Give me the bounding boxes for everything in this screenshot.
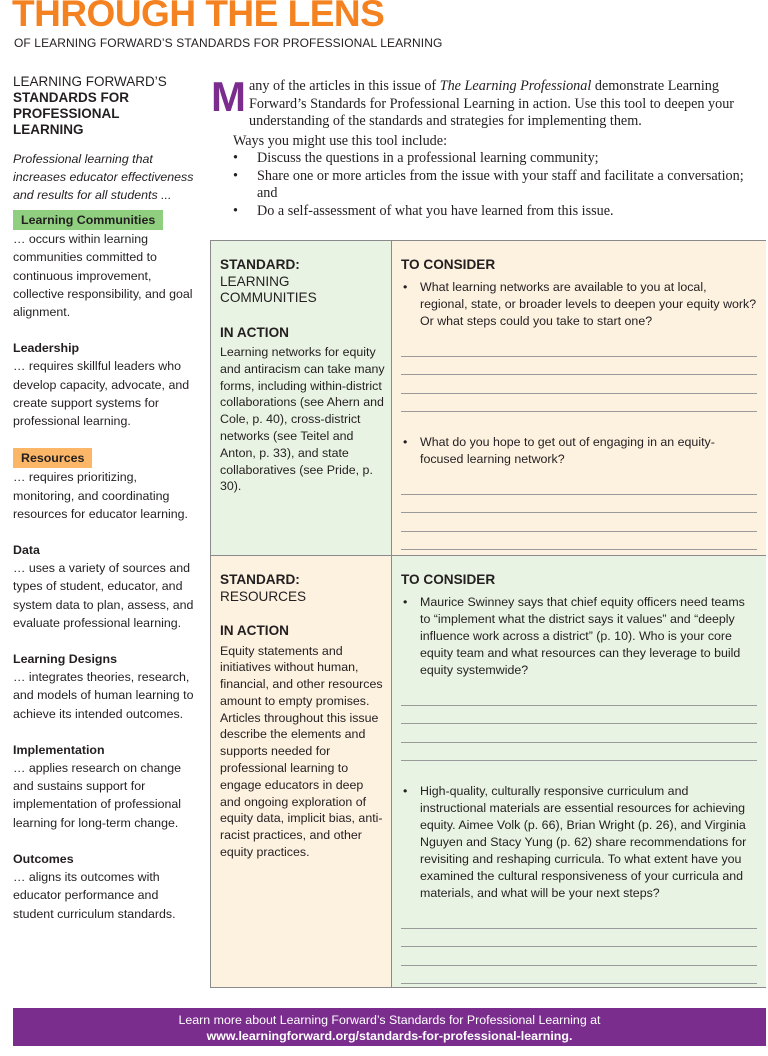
consider-question: • What do you hope to get out of engaging in an equity-focused learning network? (401, 434, 757, 468)
answer-line[interactable] (401, 532, 757, 551)
standard-desc-resources: … requires prioritizing, monitoring, and coordinating resources for educator learning. (13, 470, 188, 521)
intro-bullet-list (211, 150, 757, 220)
answer-line[interactable] (401, 375, 757, 394)
consider-cell-learning-communities (392, 241, 766, 556)
standard-label-data: Data (13, 543, 40, 558)
standard-name-line1: RESOURCES (220, 588, 307, 604)
standard-cell-learning-communities (211, 241, 392, 556)
intro-paragraph (211, 73, 757, 131)
to-consider-label: TO CONSIDER (401, 257, 496, 272)
standard-label-resources: Resources (13, 448, 92, 468)
drop-cap: M (211, 73, 246, 120)
consider-cell-resources (392, 556, 766, 987)
answer-lines[interactable] (401, 338, 757, 412)
answer-line[interactable] (401, 338, 757, 357)
answer-lines[interactable] (401, 687, 757, 761)
standard-name-line1: LEARNING (220, 273, 290, 289)
standard-desc-learning-communities: … occurs within learning communities committed to continuous improvement, collective responsibility, and goal alignment. (13, 232, 193, 320)
answer-line[interactable] (401, 513, 757, 532)
intro-ways: Ways you might use this tool include: (233, 132, 448, 149)
in-action-text: Learning networks for equity and antiracism can take many forms, including within-district collaborations (see Ahern and Cole, p. 40), cross-district networks (see Teitel and Anton, p. 33), and state collaboratives (see Pride, p. 30). (220, 345, 385, 494)
intro-text (211, 73, 757, 220)
standard-desc-leadership: … requires skillful leaders who develop capacity, advocate, and create support systems for professional learning. (13, 359, 190, 429)
standard-label-implementation: Implementation (13, 742, 105, 757)
to-consider-label: TO CONSIDER (401, 572, 496, 587)
answer-lines[interactable] (401, 910, 757, 984)
in-action-label: IN ACTION (220, 623, 289, 638)
page-title: THROUGH THE LENS (12, 0, 385, 34)
consider-question: • What learning networks are available to you at local, regional, state, or broader levels to deepen your equity work? Or what steps could you take to start one? (401, 279, 757, 330)
standard-desc-data: … uses a variety of sources and types of student, educator, and system data to plan, assess, and evaluate professional learning. (13, 561, 194, 630)
standard-desc-implementation: … applies research on change and sustains support for implementation of professional learning for long-term change. (13, 761, 182, 830)
list-item: • Share one or more articles from the issue with your staff and facilitate a conversation; and (233, 168, 757, 203)
answer-lines[interactable] (401, 476, 757, 550)
standard-cell-resources (211, 556, 392, 987)
standard-label-leadership: Leadership (13, 341, 80, 356)
page-subtitle: OF LEARNING FORWARD’S STANDARDS FOR PROFESSIONAL LEARNING (14, 36, 443, 50)
standards-grid (210, 240, 766, 988)
answer-line[interactable] (401, 947, 757, 966)
standard-name-line2: COMMUNITIES (220, 290, 317, 305)
sidebar-heading-line1: STANDARDS FOR (13, 90, 129, 105)
footer-banner (13, 1008, 766, 1046)
standard-label: STANDARD: (220, 257, 300, 272)
in-action-text: Equity statements and initiatives without human, financial, and other resources amount to empty promises. Articles throughout this issue describe the elements and supports needed for professional learning to engage educators in deep and ongoing exploration of equity data, implicit bias, anti-racist practices, and other equity practices. (220, 643, 383, 860)
sidebar-heading-line3: LEARNING (13, 122, 84, 137)
answer-line[interactable] (401, 394, 757, 413)
intro-lead: any of the articles in this issue of (249, 78, 440, 94)
standard-desc-learning-designs: … integrates theories, research, and models of human learning to achieve its intended outcomes. (13, 670, 194, 721)
list-item: • Do a self-assessment of what you have learned from this issue. (233, 203, 757, 221)
standard-label-learning-designs: Learning Designs (13, 652, 117, 667)
list-item: • Discuss the questions in a professional learning community; (233, 150, 757, 168)
consider-question: • High-quality, culturally responsive curriculum and instructional materials are essential resources for achieving equity. Aimee Volk (p. 66), Brian Wright (p. 26), and Virginia Nguyen and Stacy Yung (p. 62) share recommendations for revisiting and reshaping curricula. To what extent have you examined the cultural responsiveness of your curricula and materials, and what will be your next steps? (401, 783, 757, 902)
answer-line[interactable] (401, 476, 757, 495)
sidebar-tagline: Professional learning that increases educator effectiveness and results for all students ... (13, 152, 194, 202)
publication-title: The Learning Professional (439, 78, 592, 94)
answer-line[interactable] (401, 929, 757, 948)
standard-label-outcomes: Outcomes (13, 851, 74, 866)
consider-question: • Maurice Swinney says that chief equity officers need teams to “implement what the district says it values” and “deeply influence work across a district” (p. 10). Who is your core equity team and what resources can they leverage to build equity systemwide? (401, 594, 757, 679)
answer-line[interactable] (401, 706, 757, 725)
answer-line[interactable] (401, 495, 757, 514)
in-action-label: IN ACTION (220, 324, 289, 340)
answer-line[interactable] (401, 966, 757, 985)
intro-rest: demonstrate Learning Forward’s Standards for Professional Learning in action. Use this tool to deepen your understanding of the standards and strategies for implementing them. (249, 78, 735, 129)
answer-line[interactable] (401, 357, 757, 376)
footer-link[interactable]: www.learningforward.org/standards-for-professional-learning. (206, 1029, 573, 1043)
answer-line[interactable] (401, 743, 757, 762)
footer-text: Learn more about Learning Forward’s Standards for Professional Learning at (178, 1013, 601, 1027)
answer-line[interactable] (401, 687, 757, 706)
answer-line[interactable] (401, 910, 757, 929)
answer-line[interactable] (401, 724, 757, 743)
standard-label-learning-communities: Learning Communities (13, 210, 163, 230)
standard-desc-outcomes: … aligns its outcomes with educator performance and student curriculum standards. (13, 870, 176, 921)
sidebar-heading-line2: PROFESSIONAL (13, 106, 120, 121)
standard-label: STANDARD: (220, 572, 300, 587)
standards-sidebar (13, 74, 199, 923)
sidebar-kicker: LEARNING FORWARD’S (13, 74, 167, 89)
